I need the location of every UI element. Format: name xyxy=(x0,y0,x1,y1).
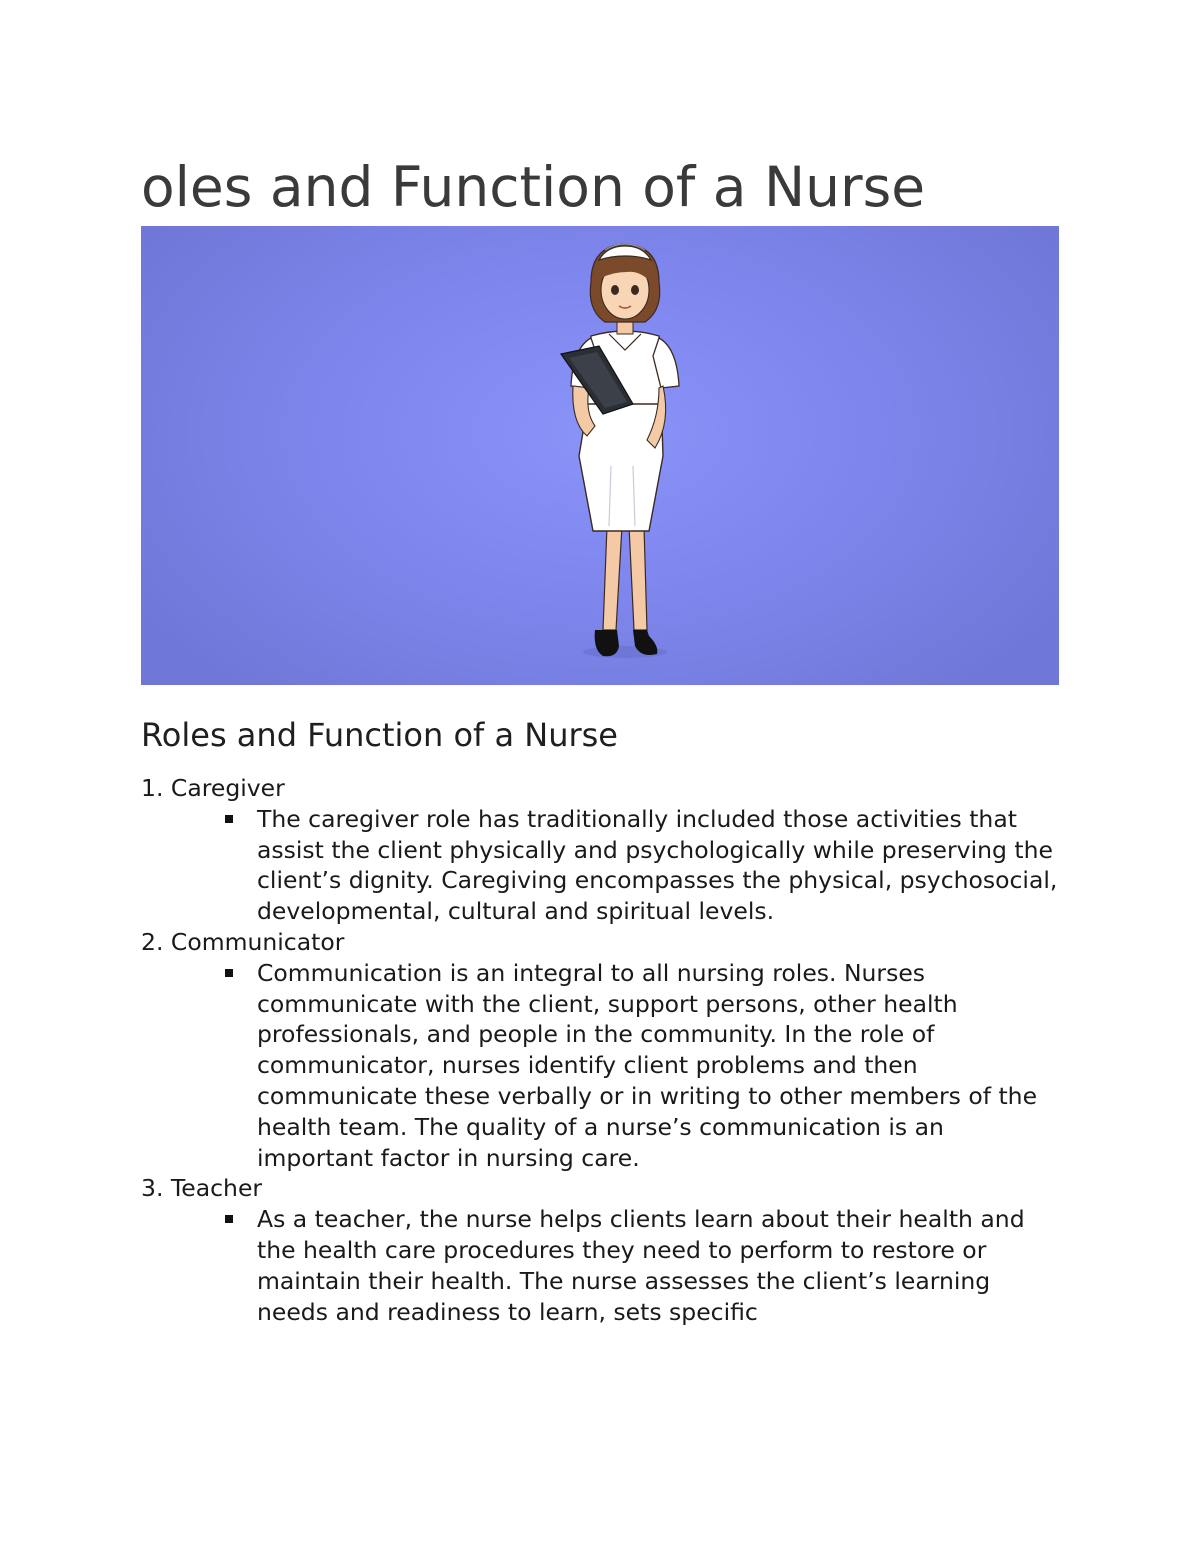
role-item-caregiver xyxy=(141,773,1059,927)
role-description-item xyxy=(257,804,1059,927)
role-name: Caregiver xyxy=(170,774,285,802)
role-description: As a teacher, the nurse helps clients learn about their health and the health care procedures they need to perform to restore or maintain their health. The nurse assesses the client’s learning needs and readiness to learn, sets specific xyxy=(257,1205,1025,1326)
role-title xyxy=(141,1173,1059,1204)
role-description: The caregiver role has traditionally included those activities that assist the client physically and psychologically while preserving the client’s dignity. Caregiving encompasses the physical, psychosocial, developmental, cultural and spiritual levels. xyxy=(257,804,1058,926)
square-bullet-icon xyxy=(225,969,233,977)
role-title xyxy=(141,927,1059,958)
role-description-item xyxy=(257,958,1059,1174)
role-item-teacher xyxy=(141,1173,1059,1327)
square-bullet-icon xyxy=(225,815,233,823)
role-description-list xyxy=(141,804,1059,927)
role-description-list xyxy=(141,958,1059,1174)
square-bullet-icon xyxy=(225,1215,233,1223)
role-description-item xyxy=(257,1204,1059,1327)
role-name: Teacher xyxy=(170,1174,263,1203)
nurse-image xyxy=(141,226,1059,685)
role-number: 3. xyxy=(141,1174,164,1203)
role-number: 1. xyxy=(141,774,164,802)
role-description-list xyxy=(141,1204,1059,1327)
document-title: oles and Function of a Nurse xyxy=(141,155,926,219)
role-number: 2. xyxy=(141,927,164,956)
section-heading: Roles and Function of a Nurse xyxy=(141,716,618,754)
role-title xyxy=(141,773,1059,804)
nurse-illustration-icon xyxy=(141,226,1059,685)
role-item-communicator xyxy=(141,927,1059,1173)
role-name: Communicator xyxy=(170,927,345,956)
roles-list xyxy=(141,773,1059,1327)
role-description: Communication is an integral to all nursing roles. Nurses communicate with the client, support persons, other health professionals, and people in the community. In the role of communicator, nurses identify client problems and then communicate these verbally or in writing to other members of the health team. The quality of a nurse’s communication is an important factor in nursing care. xyxy=(257,958,1038,1172)
